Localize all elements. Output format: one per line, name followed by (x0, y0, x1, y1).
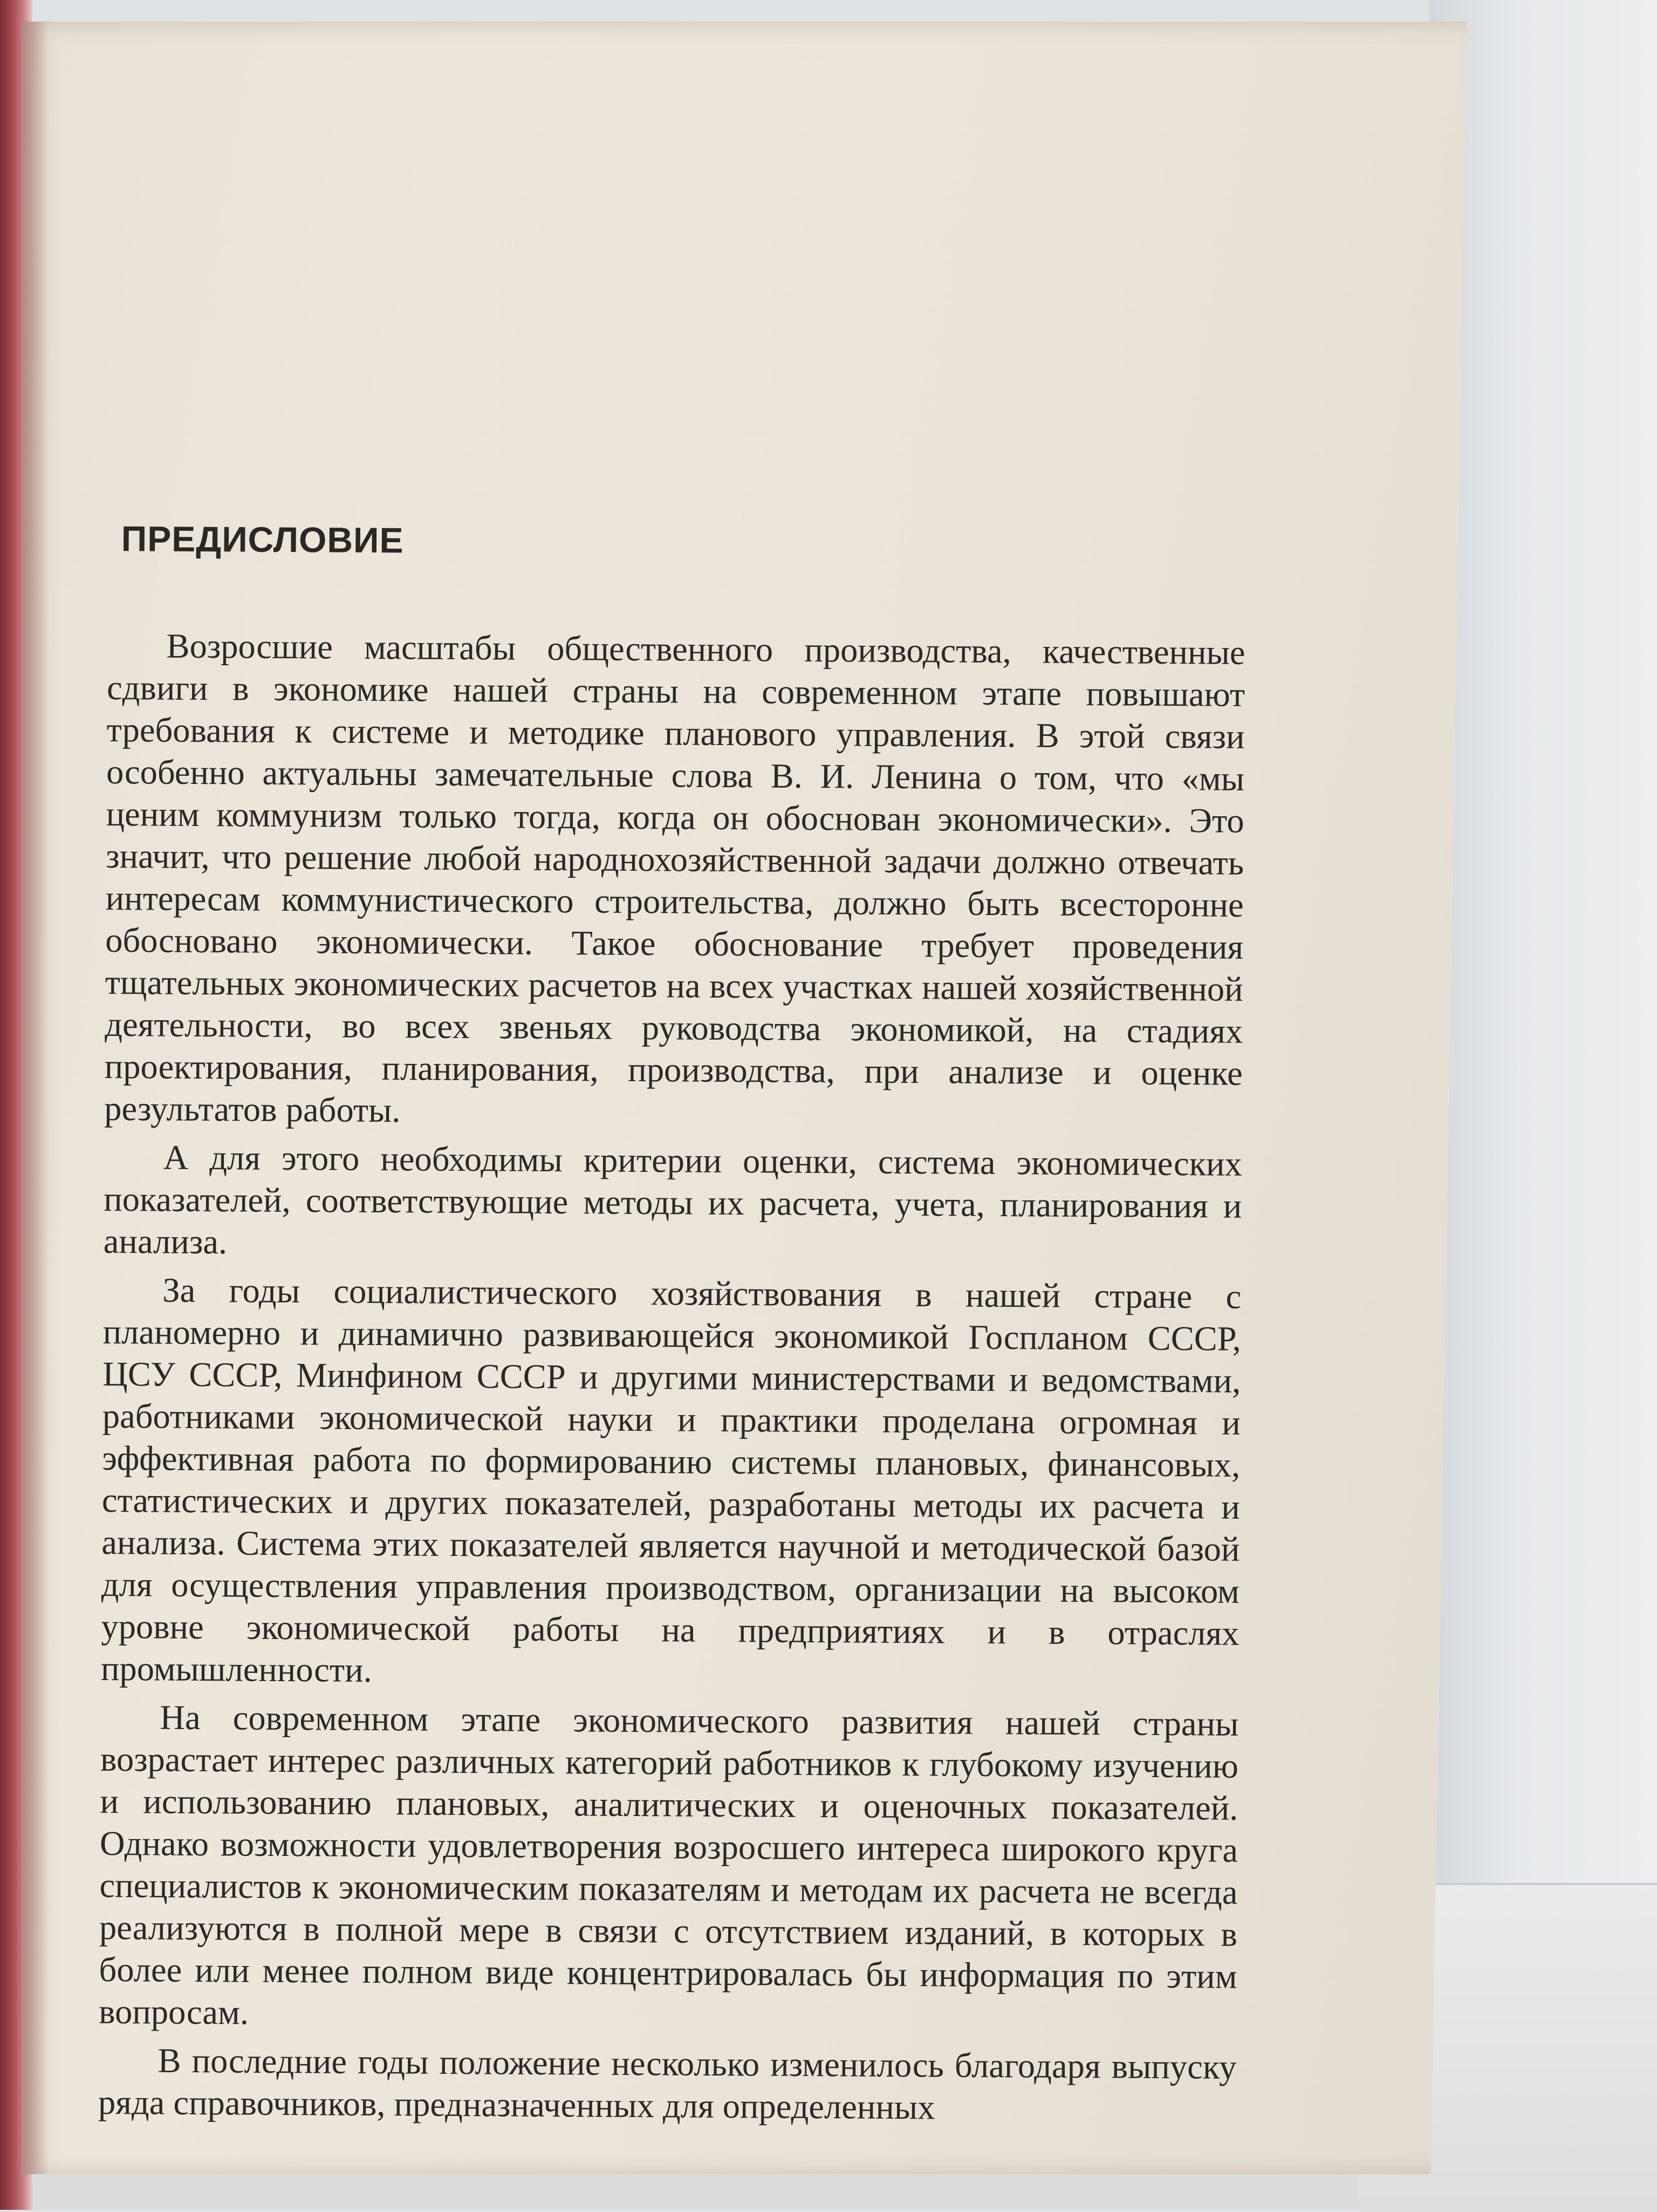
paragraph-5: В последние годы положение несколько изменилось благодаря выпуску ряда справочников, предназначенных для определенных (98, 2041, 1237, 2127)
page-gutter-shadow (22, 22, 49, 2174)
paragraph-4: На современном этапе экономического развития нашей страны возрастает интерес различных категорий работников к глубокому изучению и использованию плановых, аналитических и оценочных показателей. Однако возможности удовлетворения возросшего интереса широкого круга специалистов к экономическим показателям и методам их расчета не всегда реализуются в полной мере в связи с отсутствием изданий, в которых в более или менее полном виде концентрировалась бы информация по этим вопросам. (98, 1698, 1239, 2032)
background-wall (1429, 0, 1657, 2210)
page-text-block (98, 518, 1246, 2137)
page-heading: ПРЕДИСЛОВИЕ (121, 518, 404, 561)
paragraph-3: За годы социалистического хозяйствования в нашей стране с планомерно и динамично развивающейся экономикой Госпланом СССР, ЦСУ СССР, Минфином СССР и другими министерствами и ведомствами, работниками экономической науки и практики проделана огромная и эффективная работа по формированию системы плановых, финансовых, статистических и других показателей, разработаны методы их расчета и анализа. Система этих показателей является научной и методической базой для осуществления управления производством, организации на высоком уровне экономической работы на предприятиях и в отраслях промышленности. (100, 1271, 1242, 1690)
paragraph-2: А для этого необходимы критерии оценки, система экономических показателей, соответствующие методы их расчета, учета, планирования и анализа. (103, 1138, 1242, 1261)
paragraph-1: Возросшие масштабы общественного производства, качественные сдвиги в экономике нашей страны на современном этапе повышают требования к системе и методике планового управления. В этой связи особенно актуальны замечательные слова В. И. Ленина о том, что «мы ценим коммунизм только тогда, когда он обоснован экономически». Это значит, что решение любой народнохозяйственной задачи должно отвечать интересам коммунистического строительства, должно быть всесторонне обосновано экономически. Такое обоснование требует проведения тщательных экономических расчетов на всех участках нашей хозяйственной деятельности, во всех звеньях руководства экономикой, на стадиях проектирования, планирования, производства, при анализе и оценке результатов работы. (104, 626, 1245, 1130)
